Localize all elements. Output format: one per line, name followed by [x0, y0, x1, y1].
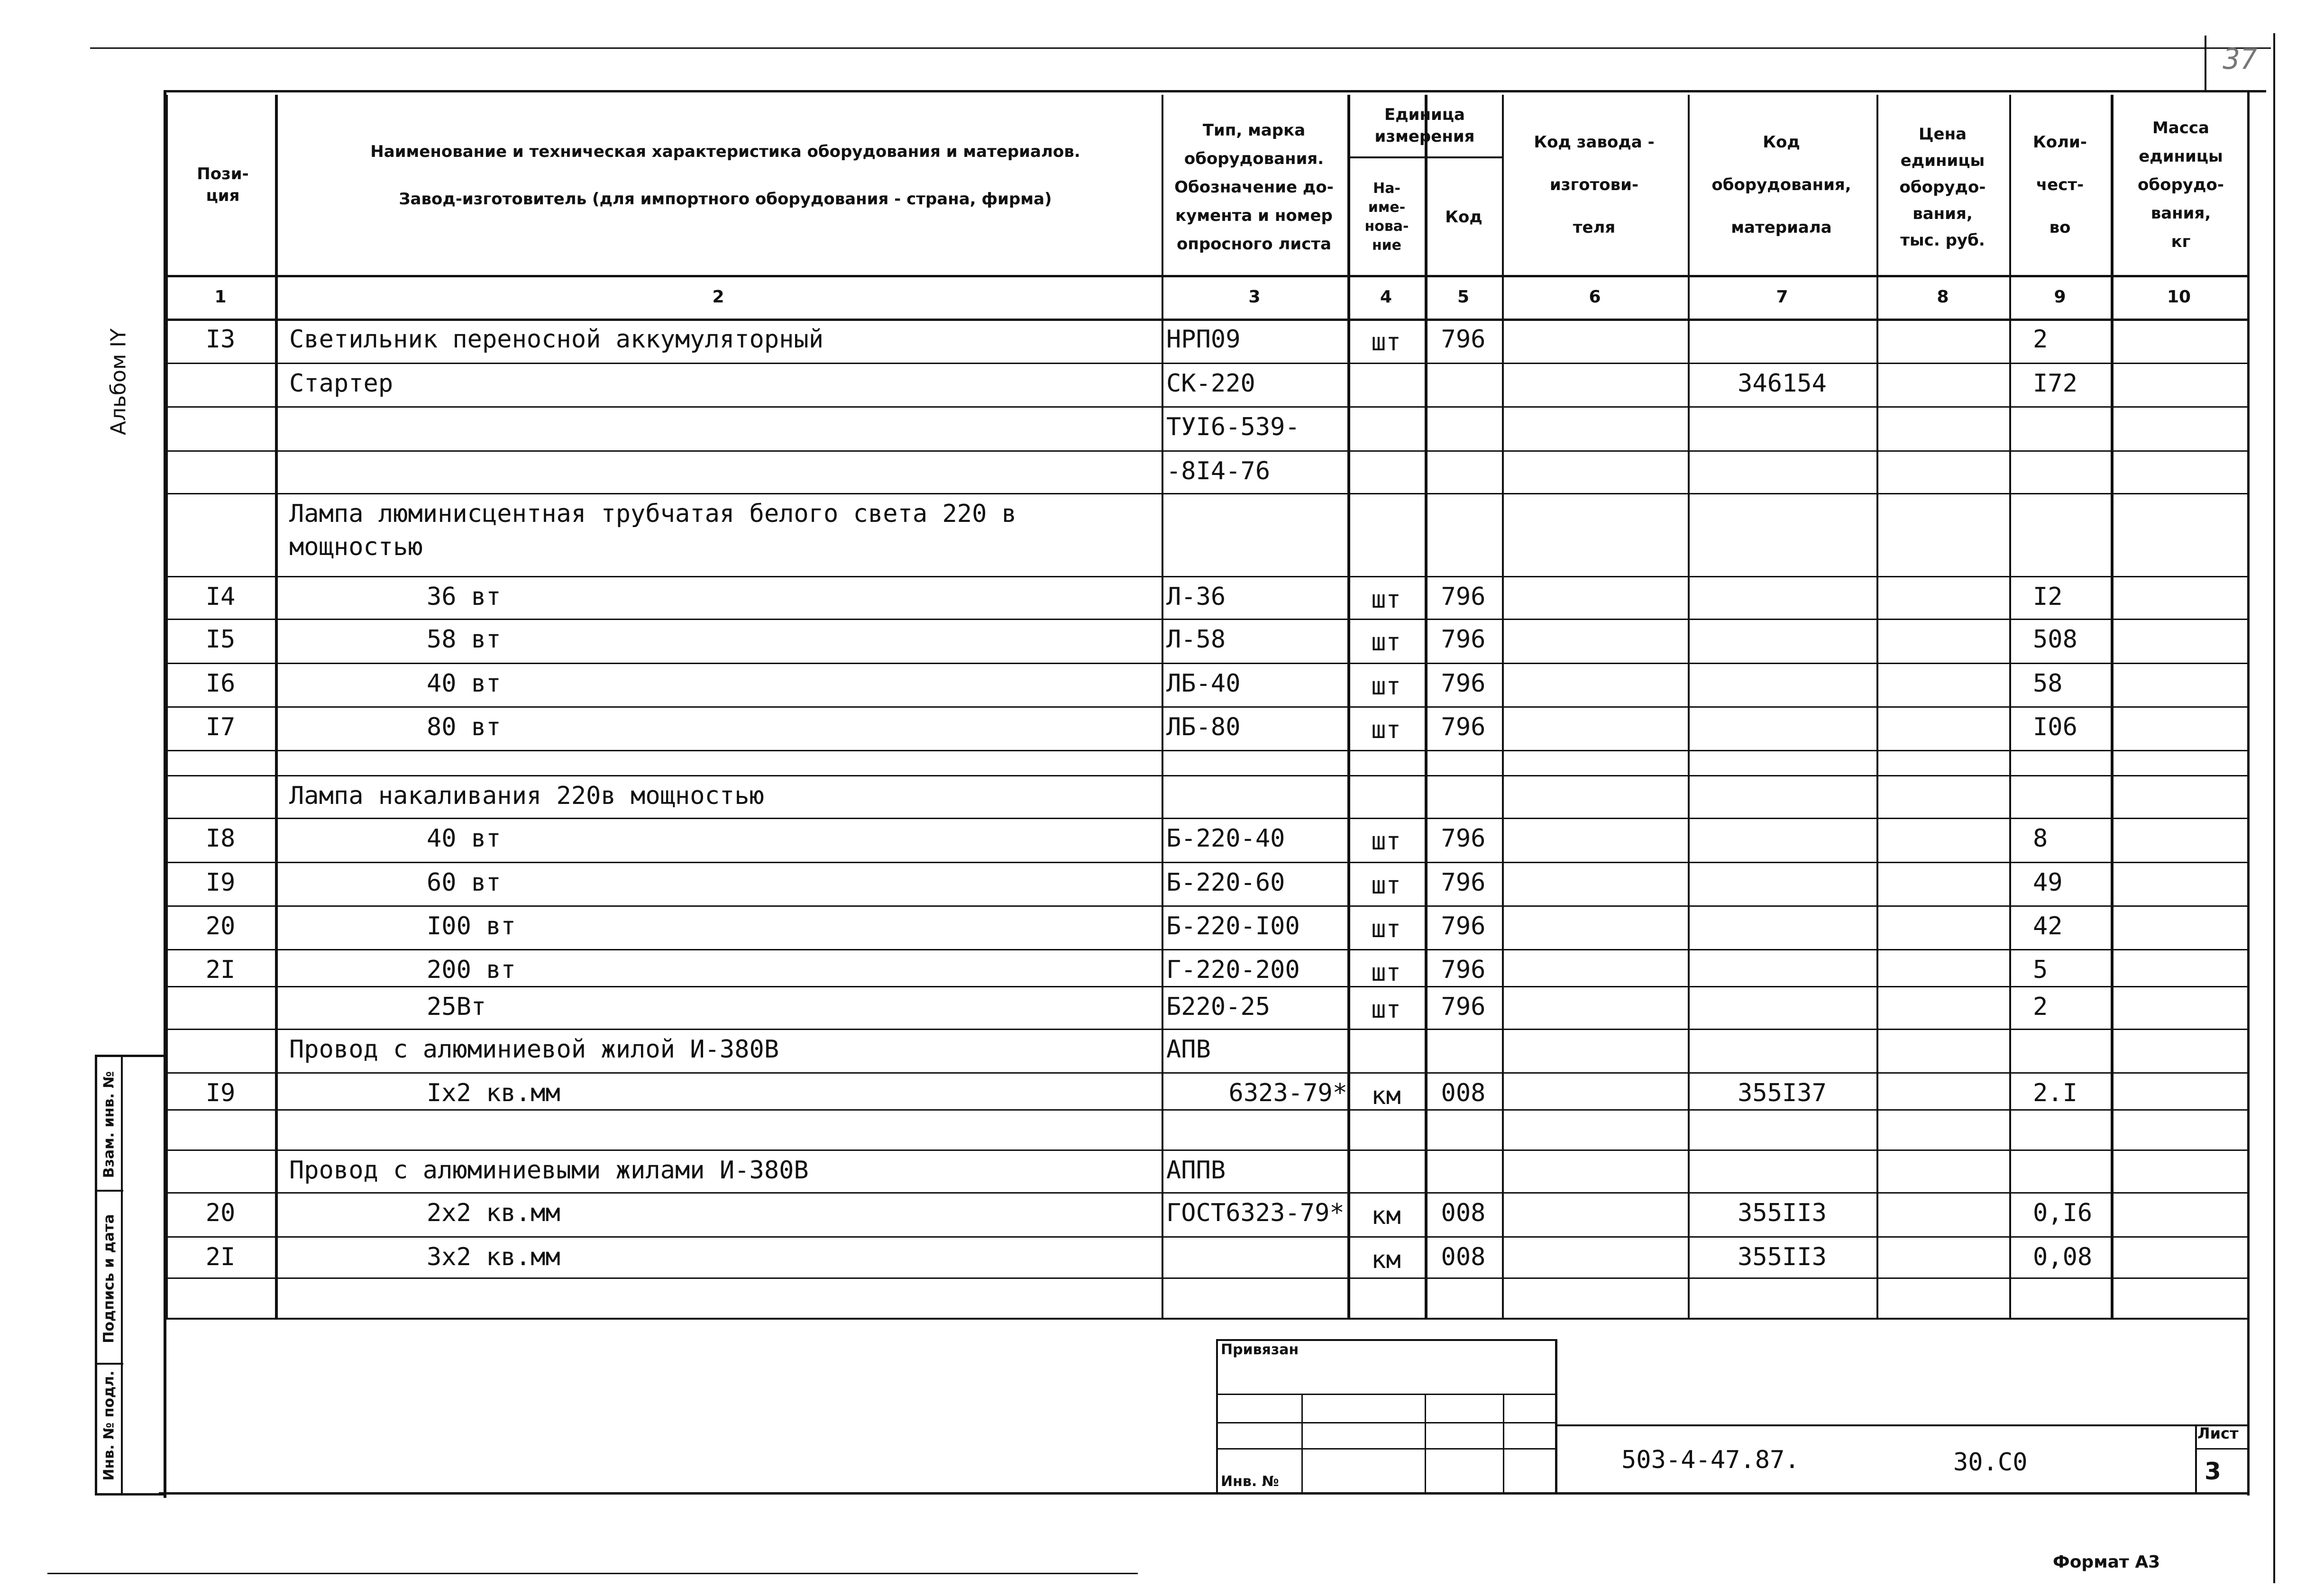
row-name: 2х2 кв.мм: [427, 1199, 560, 1227]
sheet-box-left: [2195, 1424, 2197, 1493]
row-pos: I4: [205, 583, 236, 611]
stamp-line-8: [1425, 1394, 1426, 1493]
hdr-qty: Коли- чест- во: [2033, 133, 2087, 237]
hdr-pos: Пози- ция: [197, 164, 249, 205]
numbers-bottom-line: [166, 319, 2250, 321]
row-equip-code: 355II3: [1738, 1199, 1827, 1227]
row-unit-code: 796: [1441, 993, 1486, 1021]
row-name: Провод с алюминиевой жилой И-380В: [289, 1035, 779, 1064]
hdr-equip-code: Код оборудования, материала: [1711, 133, 1851, 237]
row-qty: 2.I: [2033, 1079, 2077, 1107]
row-unit-code: 796: [1441, 669, 1486, 698]
row-line-15: [166, 986, 2250, 987]
stamp-line-4: [1216, 1493, 1557, 1495]
unit-subheader-line: [1347, 156, 1502, 158]
row-unit: шт: [1371, 585, 1401, 614]
row-unit-code: 008: [1441, 1243, 1486, 1271]
row-type: ГОСТ6323-79*: [1166, 1199, 1345, 1227]
row-name: Лампа люминисцентная трубчатая белого света 220 в: [289, 500, 1017, 528]
row-unit-code: 008: [1441, 1199, 1486, 1227]
col-number: 9: [2054, 287, 2066, 307]
row-line-20: [166, 1192, 2250, 1194]
row-name: Светильник переносной аккумуляторный: [289, 325, 824, 354]
stamp-attached: Привязан: [1221, 1341, 1299, 1358]
row-equip-code: 346154: [1738, 369, 1827, 398]
row-pos: 2I: [205, 1243, 236, 1271]
row-unit: км: [1371, 1246, 1401, 1274]
row-type: -8I4-76: [1166, 457, 1271, 485]
row-qty: 8: [2033, 824, 2048, 853]
row-line-18: [166, 1109, 2250, 1111]
row-pos: I9: [205, 868, 236, 897]
row-qty: 42: [2033, 912, 2063, 940]
row-unit: км: [1371, 1082, 1401, 1110]
sheet-label: Лист: [2197, 1424, 2239, 1442]
stamp-line-0: [1216, 1339, 1557, 1341]
row-unit: шт: [1371, 328, 1401, 356]
row-qty: I06: [2033, 713, 2077, 741]
sheet-box-split: [2195, 1448, 2250, 1450]
row-unit: шт: [1371, 827, 1401, 856]
album-label: Альбом IY: [106, 328, 131, 436]
stamp-line-2: [1216, 1422, 1557, 1423]
row-unit-code: 796: [1441, 912, 1486, 940]
stamp-inv: Инв. №: [1221, 1473, 1279, 1490]
row-type: 6323-79*: [1228, 1079, 1347, 1107]
row-unit-code: 008: [1441, 1079, 1486, 1107]
col-number: 2: [712, 287, 724, 307]
col-number: 5: [1457, 287, 1470, 307]
row-qty: 5: [2033, 956, 2048, 984]
hdr-unit-code: Код: [1445, 207, 1482, 227]
row-unit: шт: [1371, 915, 1401, 943]
sheet-number: 3: [2205, 1458, 2221, 1485]
row-type: АПВ: [1166, 1035, 1211, 1064]
row-unit: км: [1371, 1202, 1401, 1230]
row-pos: 2I: [205, 956, 236, 984]
row-qty: 2: [2033, 993, 2048, 1021]
row-type: Б220-25: [1166, 993, 1271, 1021]
row-line-19: [166, 1149, 2250, 1151]
col-number: 4: [1380, 287, 1392, 307]
stamp-line-6: [1555, 1339, 1557, 1495]
title-block-line: [1555, 1424, 2250, 1426]
row-name: Стартер: [289, 369, 393, 398]
row-type: Г-220-200: [1166, 956, 1300, 984]
row-name: I00 вт: [427, 912, 516, 940]
row-line-14: [166, 949, 2250, 950]
row-type: Л-36: [1166, 583, 1226, 611]
col-number: 6: [1589, 287, 1601, 307]
hdr-type: Тип, марка оборудования. Обозначение до- кумента и номер опросного листа: [1174, 121, 1334, 254]
hdr-unit-name: На- име- нова- ние: [1364, 180, 1409, 254]
row-type: ЛБ-80: [1166, 713, 1241, 741]
doc-section: 30.С0: [1953, 1448, 2028, 1477]
row-pos: I6: [205, 669, 236, 698]
stamp-line-3: [1216, 1448, 1557, 1450]
stamp-line-7: [1301, 1394, 1303, 1493]
row-unit: шт: [1371, 716, 1401, 744]
row-name: 80 вт: [427, 713, 501, 741]
doc-code: 503-4-47.87.: [1621, 1446, 1800, 1474]
row-line-7: [166, 663, 2250, 664]
row-pos: I9: [205, 1079, 236, 1107]
row-line-21: [166, 1236, 2250, 1238]
row-unit-code: 796: [1441, 325, 1486, 354]
hdr-unit: Единица измерения: [1374, 105, 1475, 146]
hdr-name-line2: Завод-изготовитель (для импортного оборудования - страна, фирма): [399, 190, 1052, 209]
row-equip-code: 355II3: [1738, 1243, 1827, 1271]
row-unit-code: 796: [1441, 583, 1486, 611]
row-qty: 508: [2033, 625, 2077, 654]
hdr-price: Цена единицы оборудо- вания, тыс. руб.: [1899, 125, 1986, 250]
row-name: 25Вт: [427, 993, 486, 1021]
row-equip-code: 355I37: [1738, 1079, 1827, 1107]
row-qty: I72: [2033, 369, 2077, 398]
col-number: 7: [1776, 287, 1788, 307]
left-stamp-sign: Подпись и дата: [101, 1214, 118, 1343]
row-unit: шт: [1371, 628, 1401, 657]
row-line-13: [166, 905, 2250, 907]
left-stamp-inv: Инв. № подл.: [101, 1370, 118, 1481]
row-type: Б-220-I00: [1166, 912, 1300, 940]
row-line-9: [166, 750, 2250, 751]
row-qty: I2: [2033, 583, 2063, 611]
col-number: 1: [214, 287, 227, 307]
row-unit-code: 796: [1441, 713, 1486, 741]
row-line-5: [166, 576, 2250, 577]
stamp-line-1: [1216, 1394, 1557, 1395]
row-line-4: [166, 493, 2250, 494]
row-type: ЛБ-40: [1166, 669, 1241, 698]
row-type: Л-58: [1166, 625, 1226, 654]
col-number: 3: [1248, 287, 1261, 307]
row-line-6: [166, 619, 2250, 620]
row-type: НРП09: [1166, 325, 1241, 354]
row-unit-code: 796: [1441, 868, 1486, 897]
row-qty: 2: [2033, 325, 2048, 354]
row-type: ТУI6-539-: [1166, 413, 1300, 441]
row-qty: 0,I6: [2033, 1199, 2093, 1227]
row-line-22: [166, 1277, 2250, 1279]
row-unit: шт: [1371, 995, 1401, 1024]
table-bottom-line: [166, 1318, 2250, 1320]
row-unit-code: 796: [1441, 956, 1486, 984]
row-type: СК-220: [1166, 369, 1255, 398]
format-label: Формат А3: [2053, 1552, 2160, 1572]
row-type: Б-220-40: [1166, 824, 1285, 853]
row-unit: шт: [1371, 958, 1401, 987]
row-pos: I8: [205, 824, 236, 853]
row-pos: I3: [205, 325, 236, 354]
row-unit: шт: [1371, 672, 1401, 701]
row-line-1: [166, 363, 2250, 364]
row-line-2: [166, 406, 2250, 408]
row-qty: 0,08: [2033, 1243, 2093, 1271]
row-name: 200 вт: [427, 956, 516, 984]
corner-sheet-number: 37: [2223, 43, 2258, 76]
stamp-line-5: [1216, 1339, 1218, 1495]
row-type: АППВ: [1166, 1156, 1226, 1185]
row-name: 40 вт: [427, 824, 501, 853]
row-name: Провод с алюминиевыми жилами И-380В: [289, 1156, 809, 1185]
row-unit-code: 796: [1441, 824, 1486, 853]
row-line-8: [166, 706, 2250, 708]
hdr-factory: Код завода - изготови- теля: [1534, 133, 1655, 237]
row-line-11: [166, 818, 2250, 819]
row-line-10: [166, 775, 2250, 776]
left-stamp-replace: Взам. инв. №: [101, 1071, 118, 1178]
row-name-cont: мощностью: [289, 533, 423, 561]
row-line-16: [166, 1029, 2250, 1030]
row-unit: шт: [1371, 871, 1401, 900]
row-name: 3х2 кв.мм: [427, 1243, 560, 1271]
row-name: 36 вт: [427, 583, 501, 611]
stamp-line-9: [1503, 1394, 1504, 1493]
row-name: 58 вт: [427, 625, 501, 654]
row-qty: 58: [2033, 669, 2063, 698]
row-unit-code: 796: [1441, 625, 1486, 654]
row-name: Iх2 кв.мм: [427, 1079, 560, 1107]
row-pos: 20: [205, 912, 236, 940]
row-qty: 49: [2033, 868, 2063, 897]
row-pos: I7: [205, 713, 236, 741]
row-pos: I5: [205, 625, 236, 654]
row-type: Б-220-60: [1166, 868, 1285, 897]
hdr-name-line1: Наименование и техническая характеристика оборудования и материалов.: [370, 142, 1080, 161]
row-pos: 20: [205, 1199, 236, 1227]
col-number: 8: [1937, 287, 1949, 307]
row-line-3: [166, 450, 2250, 452]
row-line-17: [166, 1072, 2250, 1074]
row-name: Лампа накаливания 220в мощностью: [289, 782, 764, 810]
hdr-mass: Масса единицы оборудо- вания, кг: [2138, 119, 2224, 251]
row-name: 60 вт: [427, 868, 501, 897]
row-line-12: [166, 862, 2250, 863]
row-name: 40 вт: [427, 669, 501, 698]
col-number: 10: [2167, 287, 2191, 307]
